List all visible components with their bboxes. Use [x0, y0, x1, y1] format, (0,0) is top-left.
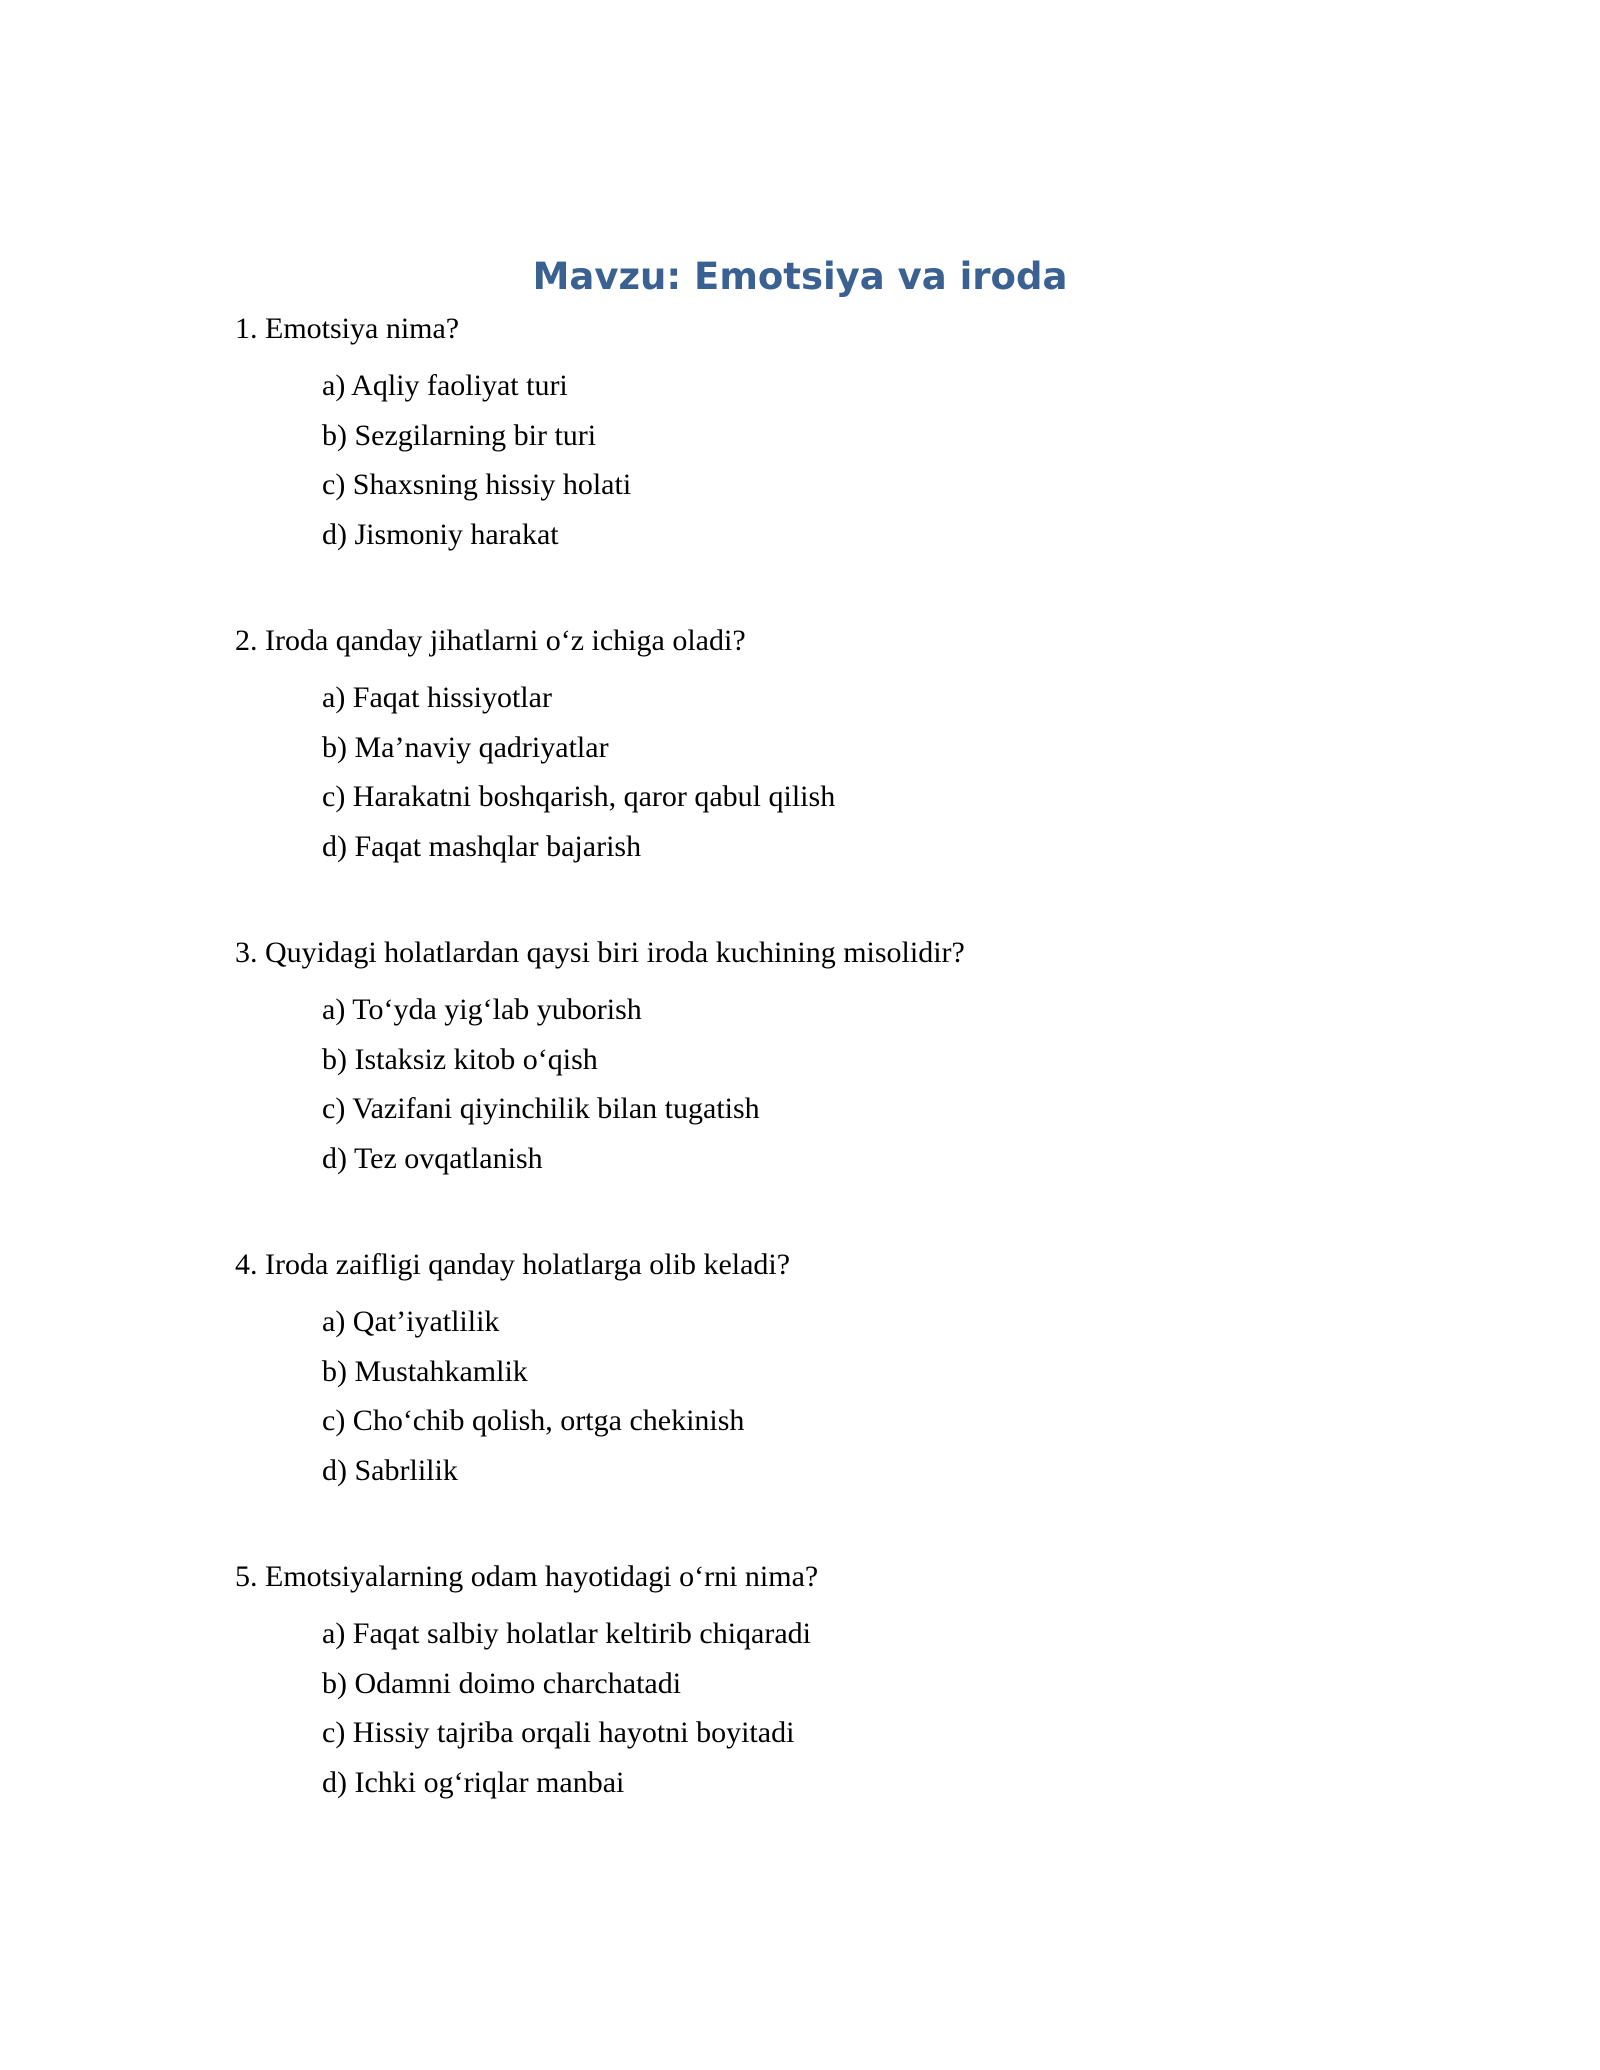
question-3 [235, 929, 1435, 1183]
answer-option-b: b) Odamni doimo charchatadi [322, 1666, 682, 1700]
document-title: Mavzu: Emotsiya va iroda [532, 255, 1068, 298]
question-2 [235, 617, 1435, 871]
answer-option-a: a) Qat’iyatlilik [322, 1305, 500, 1338]
answer-option-a: a) To‘yda yig‘lab yuborish [322, 993, 642, 1026]
answer-options [235, 985, 1435, 1183]
answer-option-b: b) Mustahkamlik [322, 1354, 528, 1388]
question-text: 5. Emotsiyalarning odam hayotidagi o‘rni nima? [235, 1560, 819, 1593]
answer-option-d: d) Faqat mashqlar bajarish [322, 829, 642, 863]
answer-option-d: d) Tez ovqatlanish [322, 1141, 543, 1175]
answer-option-d: d) Sabrlilik [322, 1453, 458, 1487]
answer-options [235, 361, 1435, 559]
quiz [235, 305, 1435, 1865]
question-1 [235, 305, 1435, 559]
answer-options [235, 1609, 1435, 1807]
question-4 [235, 1241, 1435, 1495]
answer-option-b: b) Istaksiz kitob o‘qish [322, 1042, 598, 1076]
answer-option-a: a) Faqat hissiyotlar [322, 681, 552, 714]
answer-option-c: c) Cho‘chib qolish, ortga chekinish [322, 1404, 745, 1437]
answer-option-d: d) Jismoniy harakat [322, 517, 559, 551]
answer-option-c: c) Vazifani qiyinchilik bilan tugatish [322, 1092, 760, 1125]
question-text: 4. Iroda zaifligi qanday holatlarga olib keladi? [235, 1248, 791, 1281]
answer-option-d: d) Ichki og‘riqlar manbai [322, 1765, 625, 1799]
question-text: 3. Quyidagi holatlardan qaysi biri iroda kuchining misolidir? [235, 936, 965, 969]
answer-option-b: b) Sezgilarning bir turi [322, 418, 597, 452]
answer-option-c: c) Hissiy tajriba orqali hayotni boyitadi [322, 1716, 795, 1749]
answer-option-b: b) Ma’naviy qadriyatlar [322, 730, 609, 764]
question-text: 2. Iroda qanday jihatlarni o‘z ichiga oladi? [235, 624, 746, 657]
answer-options [235, 1297, 1435, 1495]
answer-option-a: a) Aqliy faoliyat turi [322, 369, 568, 402]
answer-option-c: c) Harakatni boshqarish, qaror qabul qilish [322, 780, 836, 813]
answer-option-a: a) Faqat salbiy holatlar keltirib chiqaradi [322, 1617, 811, 1650]
question-5 [235, 1553, 1435, 1807]
answer-options [235, 673, 1435, 871]
answer-option-c: c) Shaxsning hissiy holati [322, 468, 632, 501]
question-text: 1. Emotsiya nima? [235, 312, 460, 345]
